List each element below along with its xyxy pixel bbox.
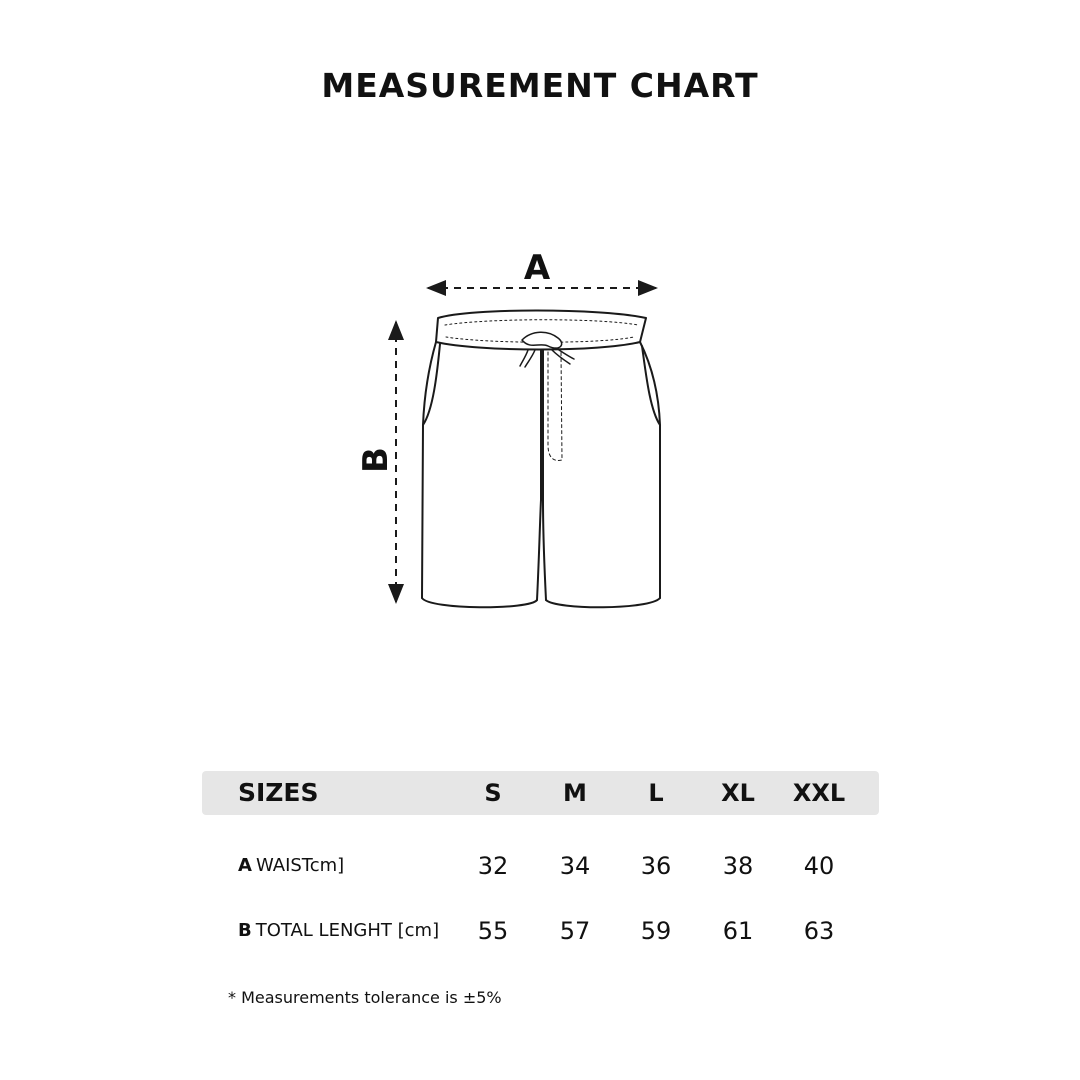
length-value-xl: 61 [722,917,754,945]
waist-row-letter: A [238,855,252,876]
tolerance-footnote: * Measurements tolerance is ±5% [228,988,502,1007]
table-header-row [202,771,879,815]
waist-row-label [238,846,344,886]
size-header-s: S [484,779,502,807]
size-header-m: M [563,779,587,807]
waist-value-xxl: 40 [803,852,835,880]
waist-value-xl: 38 [722,852,754,880]
page-title: MEASUREMENT CHART [321,66,759,105]
size-header-xxl: XXL [792,779,846,807]
length-row-label [238,911,439,951]
waist-value-l: 36 [640,852,672,880]
waist-value-m: 34 [559,852,591,880]
length-row-text: TOTAL LENGHT [cm] [255,920,440,941]
size-header-xl: XL [721,779,755,807]
table-row-waist [202,846,879,886]
size-header-l: L [648,779,664,807]
length-value-m: 57 [559,917,591,945]
length-value-s: 55 [477,917,509,945]
length-value-l: 59 [640,917,672,945]
length-value-xxl: 63 [803,917,835,945]
waist-row-text: WAISTcm] [255,855,345,876]
table-row-length [202,911,879,951]
length-row-letter: B [238,920,252,941]
size-table [202,771,879,945]
sizes-header: SIZES [238,778,319,807]
waist-value-s: 32 [477,852,509,880]
shorts-outline [422,311,660,608]
waist-label-a: A [523,248,551,288]
length-label-b: B [356,447,396,473]
